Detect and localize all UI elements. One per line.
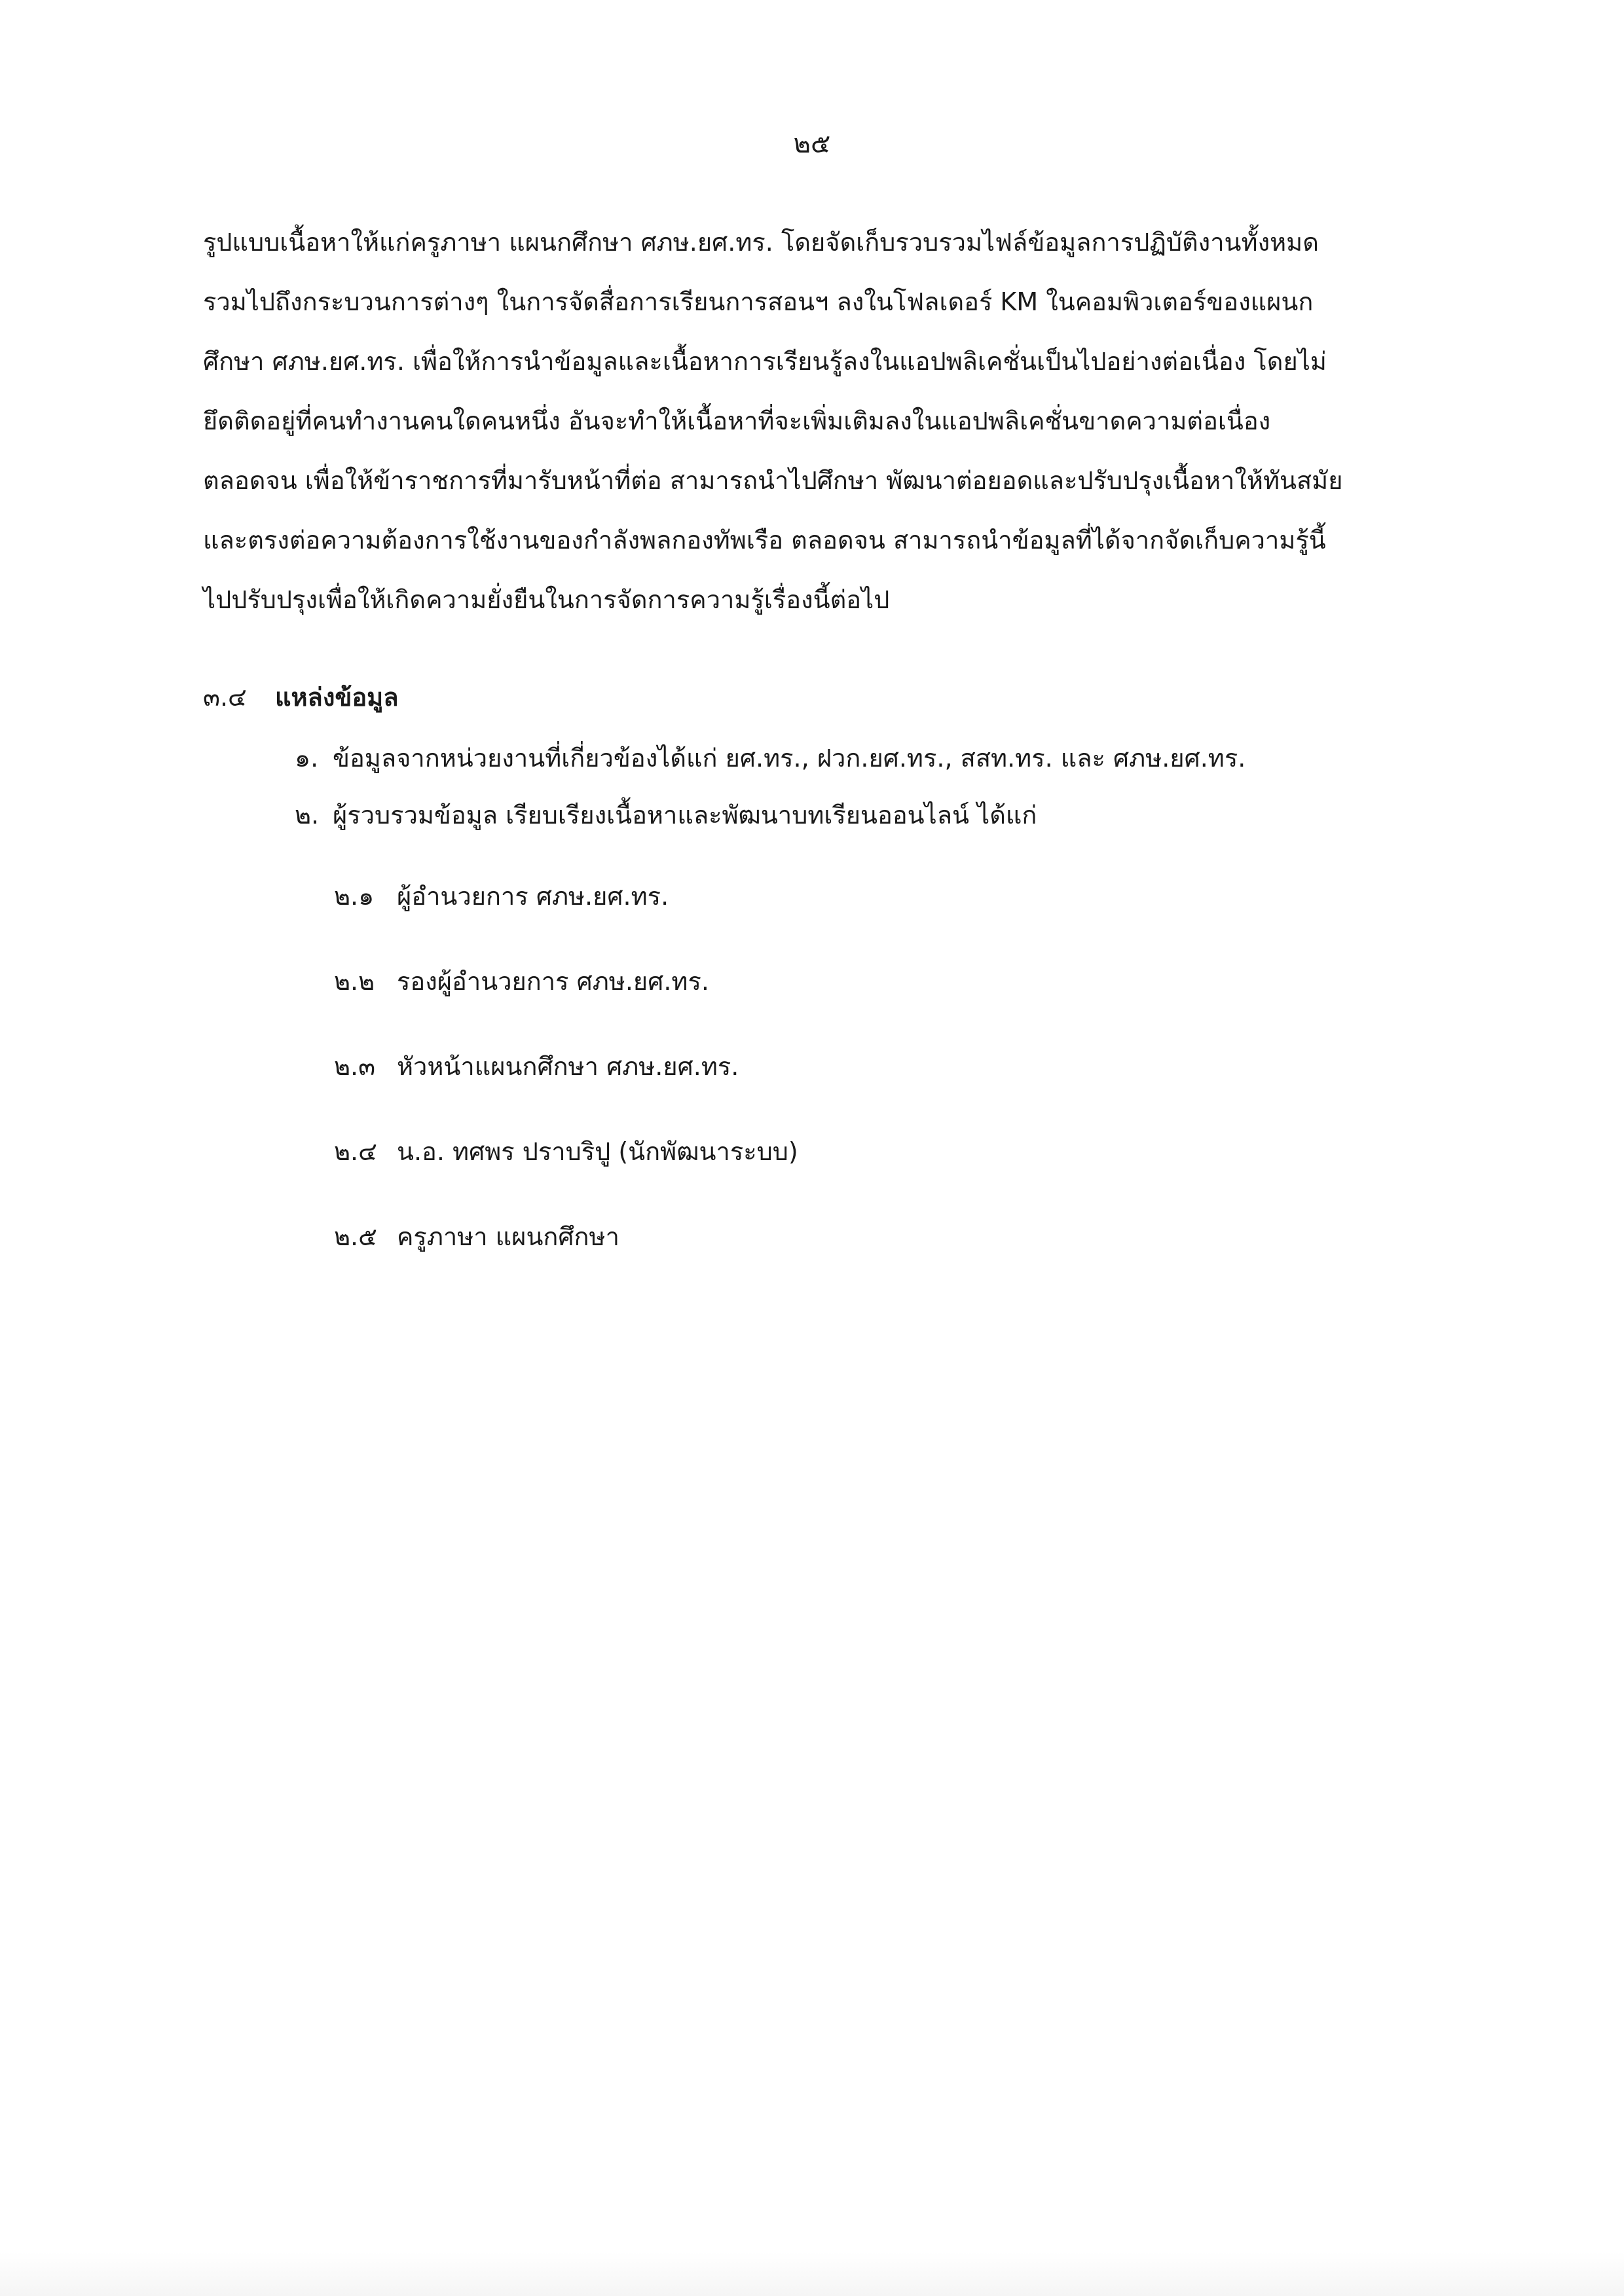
page-number: ๒๕ (793, 129, 831, 159)
section-number: ๓.๔ (203, 683, 247, 712)
paragraph-line: ไปปรับปรุงเพื่อให้เกิดความยั่งยืนในการจัดการความรู้เรื่องนี้ต่อไป (203, 585, 890, 614)
sub-item-number: ๒.๓ (334, 1052, 376, 1081)
paragraph-line: และตรงต่อความต้องการใช้งานของกำลังพลกองทัพเรือ ตลอดจน สามารถนำข้อมูลที่ได้จากจัดเก็บความรู้นี้ (203, 526, 1326, 555)
paragraph-line: ยึดติดอยู่ที่คนทำงานคนใดคนหนึ่ง อันจะทำให้เนื้อหาที่จะเพิ่มเติมลงในแอปพลิเคชั่นขาดความต่อเนื่อง (203, 407, 1271, 435)
sub-item-text: รองผู้อำนวยการ ศภษ.ยศ.ทร. (397, 967, 709, 996)
sub-list-item (334, 1217, 619, 1256)
sub-item-number: ๒.๑ (334, 882, 375, 911)
body-paragraph (203, 213, 1434, 630)
sub-list-item (334, 1132, 798, 1171)
list-item-number: ๒. (295, 801, 320, 829)
sub-item-text: น.อ. ทศพร ปราบริปู (นักพัฒนาระบบ) (397, 1137, 798, 1166)
sub-item-number: ๒.๕ (334, 1222, 377, 1251)
paragraph-line: รวมไปถึงกระบวนการต่างๆ ในการจัดสื่อการเรียนการสอนฯ ลงในโฟลเดอร์ KM ในคอมพิวเตอร์ของแผนก (203, 287, 1314, 316)
list-item (295, 738, 1246, 778)
sub-item-text: ครูภาษา แผนกศึกษา (397, 1222, 619, 1251)
paragraph-line: ตลอดจน เพื่อให้ข้าราชการที่มารับหน้าที่ต่อ สามารถนำไปศึกษา พัฒนาต่อยอดและปรับปรุงเนื้อหาให้ทันสมัย (203, 466, 1343, 495)
paragraph-line: รูปแบบเนื้อหาให้แก่ครูภาษา แผนกศึกษา ศภษ.ยศ.ทร. โดยจัดเก็บรวบรวมไฟล์ข้อมูลการปฏิบัติงานทั้งหมด (203, 228, 1319, 257)
sub-item-text: หัวหน้าแผนกศึกษา ศภษ.ยศ.ทร. (397, 1052, 739, 1081)
sub-list-item (334, 1047, 739, 1086)
sub-item-text: ผู้อำนวยการ ศภษ.ยศ.ทร. (397, 882, 669, 911)
list-item-text: ผู้รวบรวมข้อมูล เรียบเรียงเนื้อหาและพัฒนาบทเรียนออนไลน์ ได้แก่ (333, 801, 1037, 829)
sub-list-item (334, 877, 669, 916)
section-heading (203, 678, 399, 717)
paragraph-line: ศึกษา ศภษ.ยศ.ทร. เพื่อให้การนำข้อมูลและเนื้อหาการเรียนรู้ลงในแอปพลิเคชั่นเป็นไปอย่างต่อเนื่อง โดยไม่ (203, 347, 1327, 376)
list-item-number: ๑. (295, 744, 319, 773)
list-item-text: ข้อมูลจากหน่วยงานที่เกี่ยวข้องได้แก่ ยศ.ทร., ฝวก.ยศ.ทร., สสท.ทร. และ ศภษ.ยศ.ทร. (333, 744, 1246, 773)
section-title: แหล่งข้อมูล (275, 683, 399, 712)
sub-list-item (334, 962, 709, 1001)
scan-edge-shadow (0, 2252, 1624, 2296)
sub-item-number: ๒.๔ (334, 1137, 377, 1166)
list-item (295, 795, 1037, 835)
sub-item-number: ๒.๒ (334, 967, 375, 996)
